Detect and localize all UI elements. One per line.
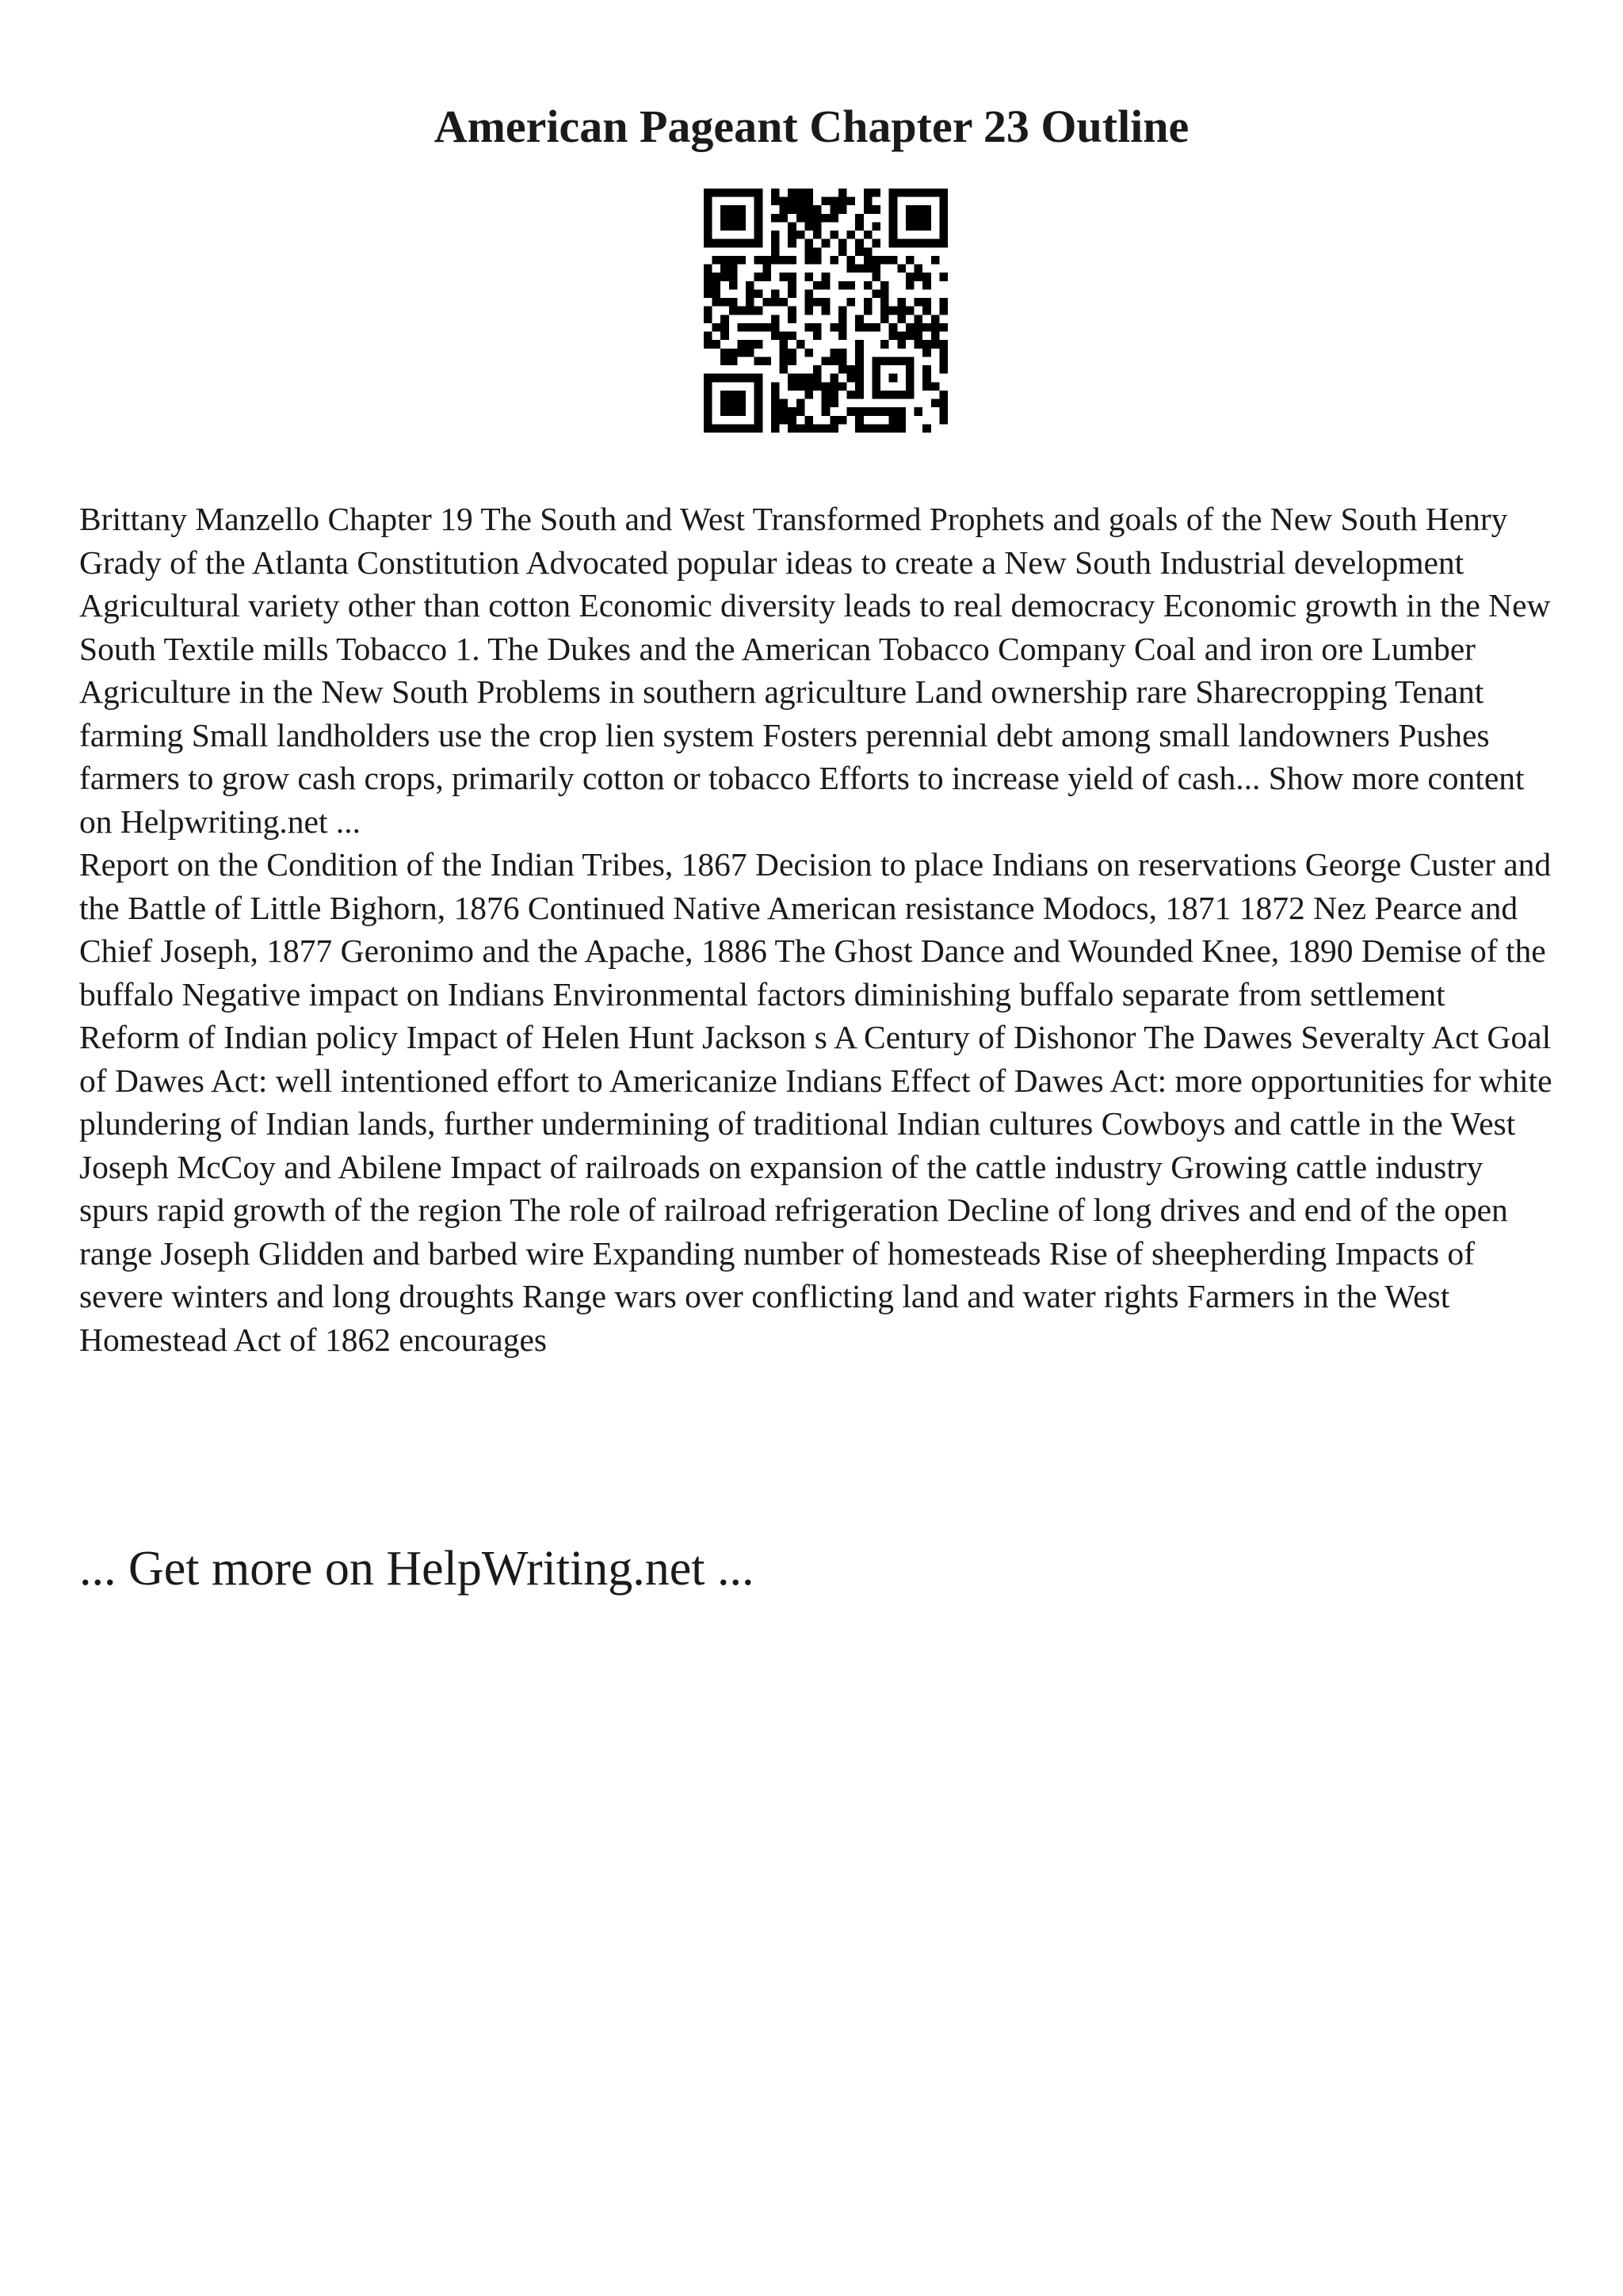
page-title: American Pageant Chapter 23 Outline	[433, 101, 1190, 152]
outline-body	[79, 498, 1553, 1361]
outline-paragraph-2: Report on the Condition of the Indian Tribes, 1867 Decision to place Indians on reservations George Custer and the Battle of Little Bighorn, 1876 Continued Native American resistance Modocs, 1871 1872 Nez Pearce and Chief Joseph, 1877 Geronimo and the Apache, 1886 The Ghost Dance and Wounded Knee, 1890 Demise of the buffalo Negative impact on Indians Environmental factors diminishing buffalo separate from settlement Reform of Indian policy Impact of Helen Hunt Jackson s A Century of Dishonor The Dawes Severalty Act Goal of Dawes Act: well intentioned effort to Americanize Indians Effect of Dawes Act: more opportunities for white plundering of Indian lands, further undermining of traditional Indian cultures Cowboys and cattle in the West Joseph McCoy and Abilene Impact of railroads on expansion of the cattle industry Growing cattle industry spurs rapid growth of the region The role of railroad refrigeration Decline of long drives and end of the open range Joseph Glidden and barbed wire Expanding number of homesteads Rise of sheepherding Impacts of severe winters and long droughts Range wars over conflicting land and water rights Farmers in the West Homestead Act of 1862 encourages	[79, 846, 1552, 1358]
qr-code-icon	[704, 189, 948, 433]
outline-paragraph-1: Brittany Manzello Chapter 19 The South and West Transformed Prophets and goals of the New South Henry Grady of the Atlanta Constitution Advocated popular ideas to create a New South Industrial development Agricultural variety other than cotton Economic diversity leads to real democracy Economic growth in the New South Textile mills Tobacco 1. The Dukes and the American Tobacco Company Coal and iron ore Lumber Agriculture in the New South Problems in southern agriculture Land ownership rare Sharecropping Tenant farming Small landholders use the crop lien system Fosters perennial debt among small landowners Pushes farmers to grow cash crops, primarily cotton or tobacco Efforts to increase yield of cash... Show more content on Helpwriting.net ...	[79, 501, 1551, 840]
get-more-link[interactable]: ... Get more on HelpWriting.net ...	[79, 1542, 754, 1596]
